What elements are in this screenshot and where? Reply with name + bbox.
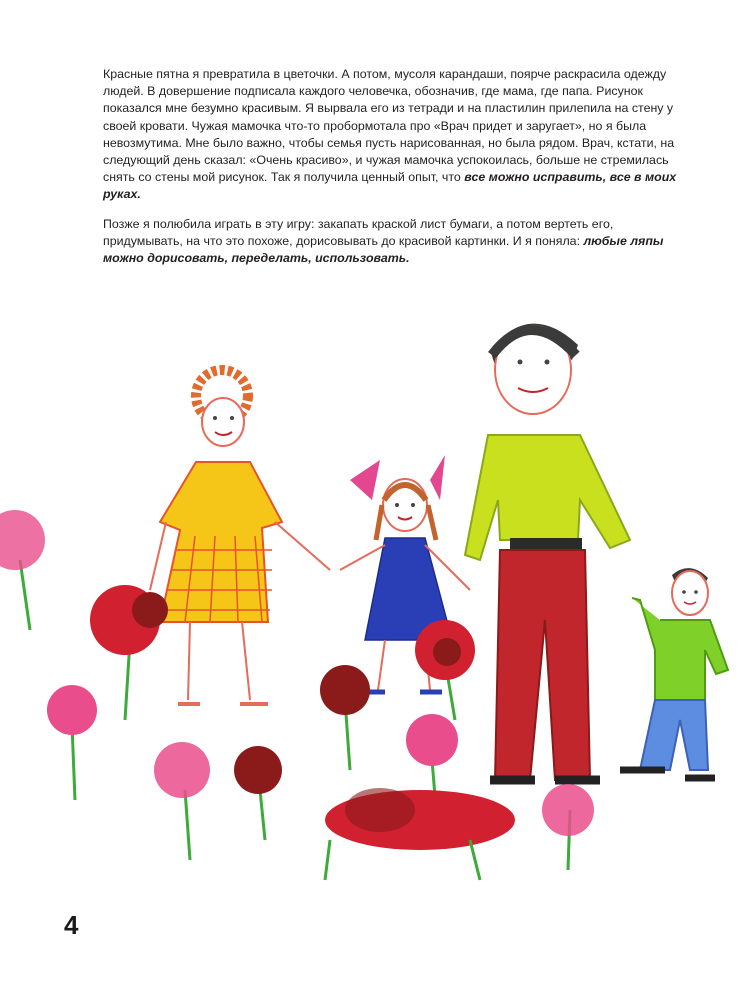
child-family-drawing <box>0 300 741 900</box>
body-text <box>103 66 683 279</box>
paragraph-2-emphasis: любые ляпы можно дорисовать, переделать, использовать. <box>103 233 664 266</box>
flower-pink-left <box>47 685 97 800</box>
flower-red-girl-right <box>415 620 475 720</box>
paragraph-2 <box>103 216 683 268</box>
flower-red-bush <box>325 788 515 880</box>
flower-blot-center <box>234 746 282 840</box>
flower-left-top <box>0 510 45 630</box>
flower-pink-bottom-left <box>154 742 210 860</box>
flower-red-left <box>90 585 168 720</box>
paragraph-1-text: Красные пятна я превратила в цветочки. А потом, мусоля карандаши, поярче раскрасила одежду людей. В довершение подписала каждого человечка, обозначив, где мама, где папа. Рисунок показался мне безумно красивым. Я вырвала его из тетради и на пластилин прилепила на стену у своей кровати. Чужая мамочка что-то пробормотала про «Врач придет и заругает», но я была невозмутима. Мне было важно, чтобы семья пусть нарисованная, но была рядом. Врач, кстати, на следующий день сказал: «Очень красиво», и чужая мамочка успокоилась, больше не стремилась снять со стены мой рисунок. Так я получила ценный опыт, что <box>103 67 675 185</box>
page-number: 4 <box>64 910 79 940</box>
paragraph-2-text: Позже я полюбила играть в эту игру: закапать краской лист бумаги, а потом вертеть его, придумывать, на что это похоже, дорисовывать до красивой картинки. И я поняла: <box>103 216 614 248</box>
mother-figure <box>150 370 330 704</box>
paragraph-1 <box>103 66 683 204</box>
paragraph-1-emphasis: все можно исправить, все в моих руках. <box>103 170 677 202</box>
flower-pink-right <box>542 784 594 870</box>
boy-figure <box>620 568 728 778</box>
flower-blot-girl <box>320 665 370 770</box>
father-figure <box>465 324 630 780</box>
